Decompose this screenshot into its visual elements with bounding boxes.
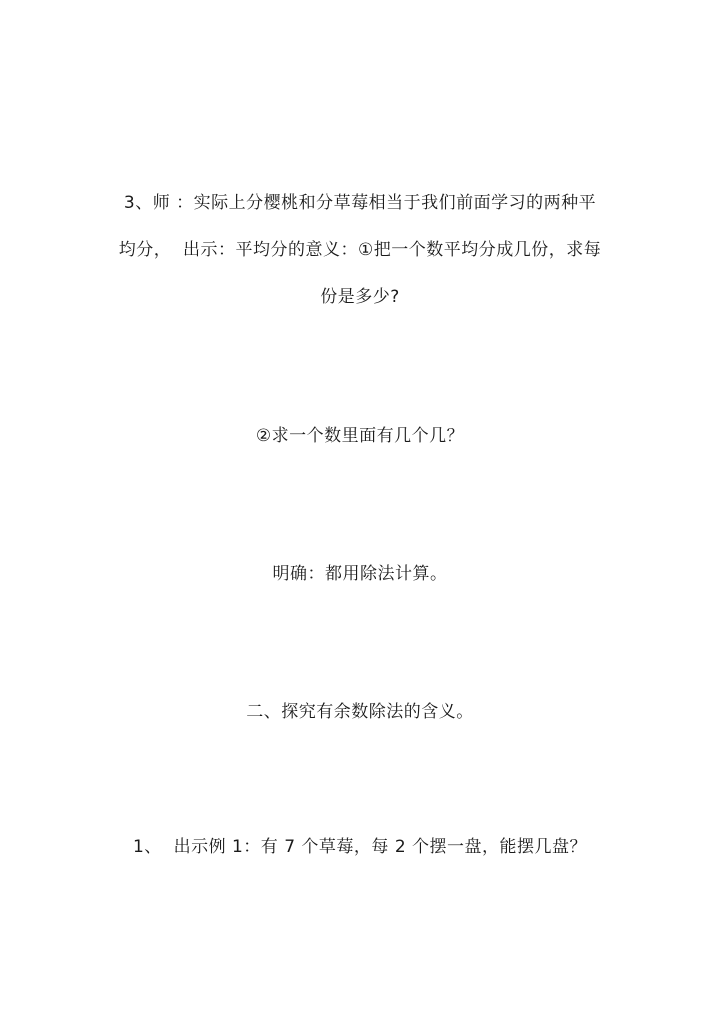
paragraph-3: 明确：都用除法计算。: [272, 564, 448, 584]
paragraph-1-line-1: 3、师 ：实际上分樱桃和分草莓相当于我们前面学习的两种平: [123, 193, 597, 213]
paragraph-1-line-2: 均分， 出示：平均分的意义：①把一个数平均分成几份，求每: [118, 240, 602, 260]
section-heading: 二、探究有余数除法的含义。: [246, 702, 474, 722]
paragraph-2: ②求一个数里面有几个几？: [255, 426, 465, 446]
example-1: 1、 出示例 1：有 7 个草莓，每 2 个摆一盘，能摆几盘？: [132, 837, 588, 857]
paragraph-1-line-3: 份是多少?: [320, 287, 400, 307]
